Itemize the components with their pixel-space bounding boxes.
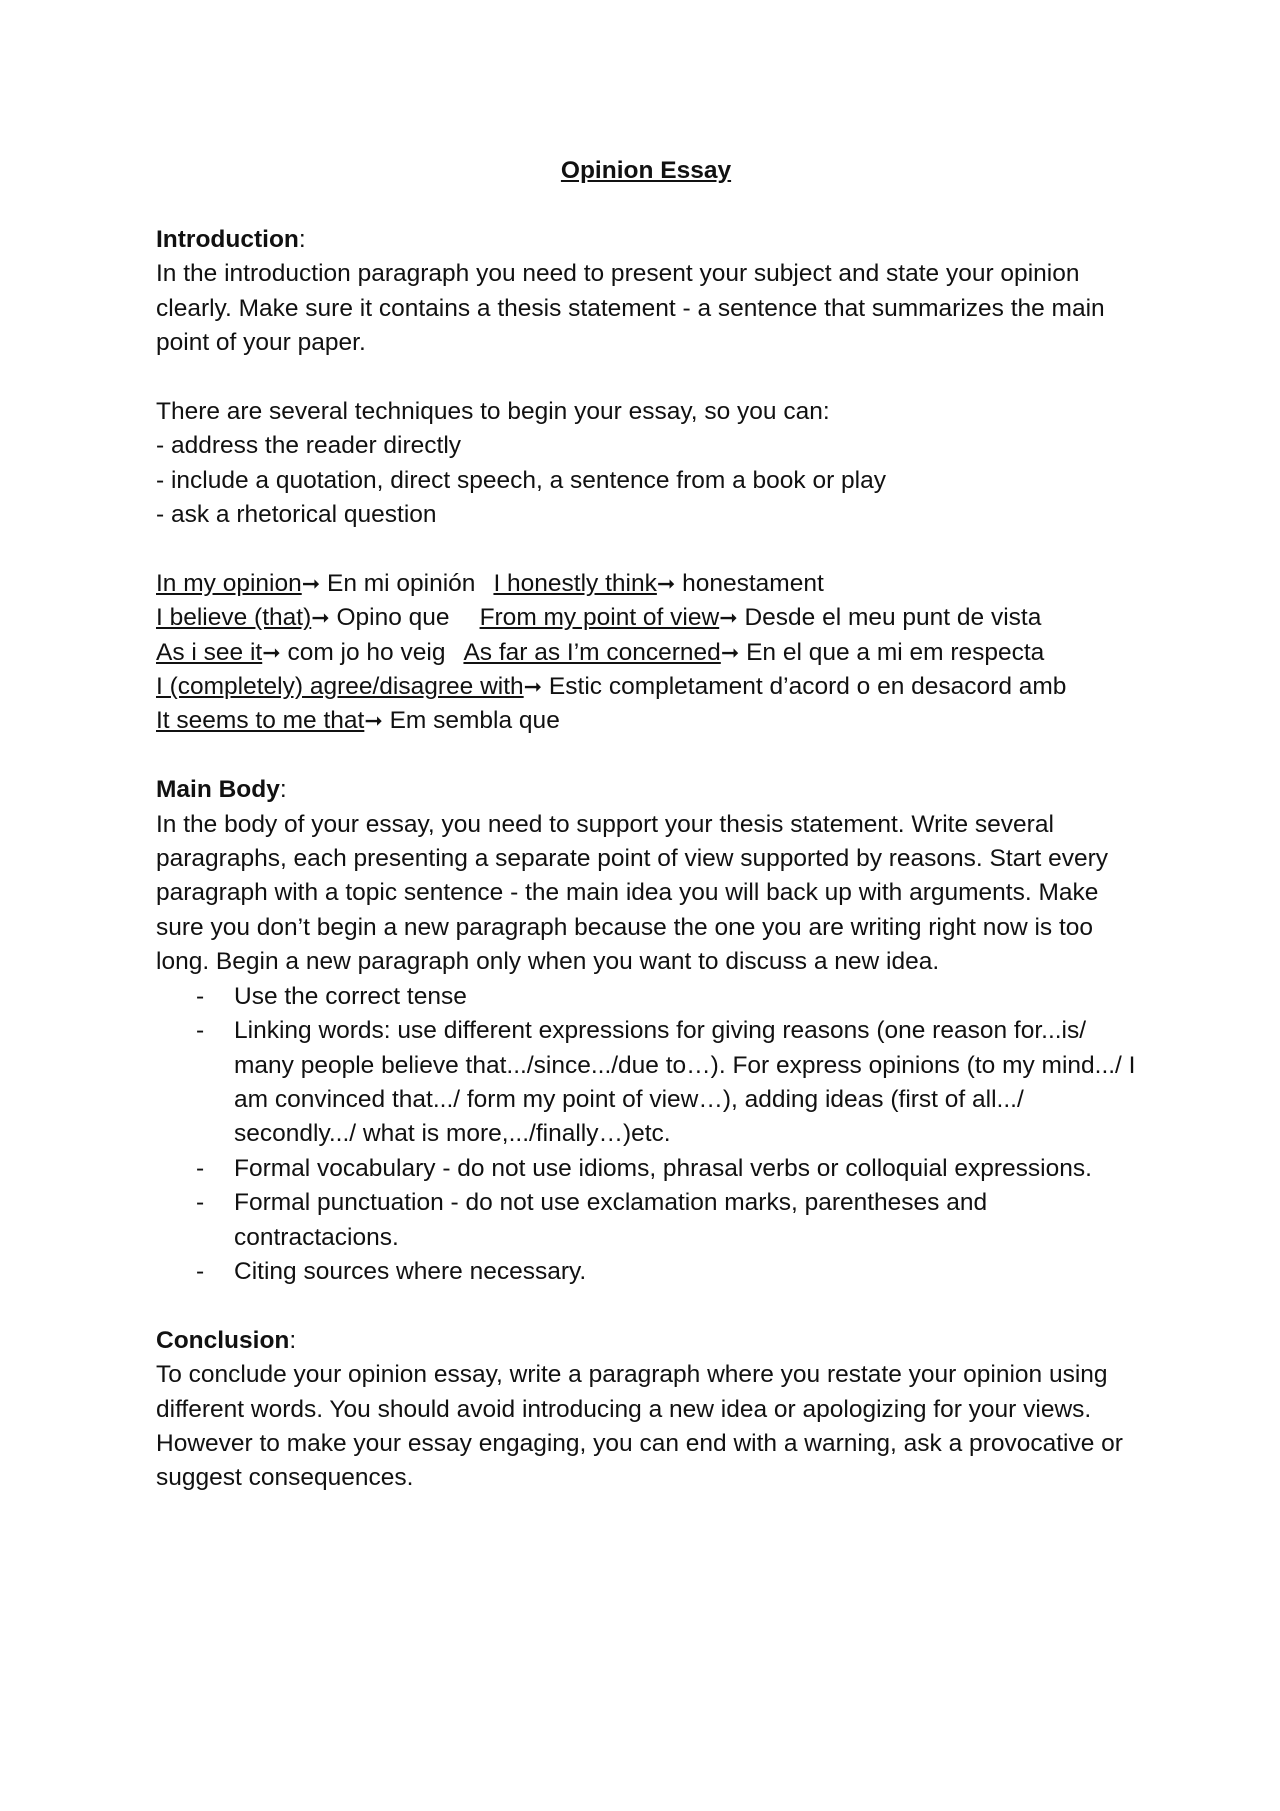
- phrase-translation: Opino que: [336, 604, 450, 632]
- phrase-line: [156, 601, 1136, 635]
- dash-bullet: -: [196, 1154, 205, 1182]
- list-item-text: Use the correct tense: [234, 982, 467, 1010]
- spacer: [156, 360, 1136, 394]
- spacer: [156, 739, 1136, 773]
- phrase-line: [156, 670, 1136, 704]
- conclusion-heading-text: Conclusion: [156, 1326, 290, 1354]
- arrow-icon: ➞: [301, 570, 321, 596]
- phrase-english: I honestly think: [493, 569, 657, 597]
- technique-item: - ask a rhetorical question: [156, 501, 437, 529]
- arrow-icon: ➞: [719, 605, 738, 631]
- phrase-translation: En el que a mi em respecta: [746, 638, 1045, 666]
- page-title: Opinion Essay: [560, 157, 732, 184]
- list-item: [156, 1014, 1136, 1152]
- heading-colon: :: [279, 776, 287, 804]
- phrase-translation: com jo ho veig: [287, 638, 446, 666]
- dash-bullet: -: [196, 1257, 205, 1285]
- main-body-paragraph: In the body of your essay, you need to support your thesis statement. Write several paragraphs, each presenting a separate point of view supported by reasons. Start every paragraph with a topic sentence - the main idea you will back up with arguments. Make sure you don’t begin a new paragraph because the one you are writing right now is too long. Begin a new paragraph only when you want to discuss a new idea.: [156, 810, 1108, 976]
- spacer: [156, 532, 1136, 566]
- technique-item: - include a quotation, direct speech, a sentence from a book or play: [156, 466, 886, 494]
- arrow-icon: ➞: [523, 674, 543, 700]
- conclusion-heading: [156, 1324, 1136, 1358]
- phrase-translation: honestament: [682, 569, 824, 597]
- phrase-line: [156, 567, 1136, 601]
- document-content: [156, 154, 1136, 1496]
- phrase-english: I (completely) agree/disagree with: [156, 673, 524, 701]
- list-item: [156, 980, 1136, 1014]
- conclusion-paragraph: To conclude your opinion essay, write a paragraph where you restate your opinion using different words. You should avoid introducing a new idea or apologizing for your views. However to make your essay engaging, you can end with a warning, ask a provocative or suggest consequences.: [156, 1361, 1123, 1492]
- dash-bullet: -: [196, 1017, 205, 1045]
- phrase-english: In my opinion: [156, 569, 302, 597]
- spacer: [156, 188, 1136, 222]
- phrase-line: [156, 704, 1136, 738]
- spacer: [156, 1289, 1136, 1323]
- phrase-english: As far as I’m concerned: [463, 638, 721, 666]
- phrase-translation: Em sembla que: [389, 707, 560, 735]
- list-item-text: Formal punctuation - do not use exclamation marks, parentheses and contractacions.: [234, 1189, 988, 1251]
- dash-bullet: -: [196, 982, 205, 1010]
- arrow-icon: ➞: [311, 605, 330, 631]
- technique-item: - address the reader directly: [156, 432, 462, 460]
- list-item: [156, 1255, 1136, 1289]
- introduction-paragraph: In the introduction paragraph you need to present your subject and state your opinion clearly. Make sure it contains a thesis statement - a sentence that summarizes the main point of your paper.: [156, 260, 1105, 357]
- list-item-text: Linking words: use different expressions for giving reasons (one reason for...is/ many people believe that.../since.../due to…). For express opinions (to my mind.../ I am convinced that.../ form my point of view…), adding ideas (first of all.../ secondly.../ what is more,.../finally…)etc.: [234, 1017, 1136, 1148]
- arrow-icon: ➞: [364, 708, 383, 734]
- phrase-english: I believe (that): [156, 604, 312, 632]
- main-body-list: [156, 980, 1136, 1290]
- list-item-text: Formal vocabulary - do not use idioms, phrasal verbs or colloquial expressions.: [234, 1154, 1092, 1182]
- list-item: [156, 1186, 1136, 1255]
- dash-bullet: -: [196, 1189, 205, 1217]
- phrase-english: As i see it: [156, 638, 263, 666]
- arrow-icon: ➞: [656, 570, 676, 596]
- arrow-icon: ➞: [262, 639, 281, 665]
- phrase-translation: Desde el meu punt de vista: [744, 604, 1042, 632]
- introduction-heading-text: Introduction: [156, 225, 299, 253]
- list-item-text: Citing sources where necessary.: [234, 1257, 587, 1285]
- list-item: [156, 1152, 1136, 1186]
- phrase-translation: En mi opinión: [326, 569, 476, 597]
- arrow-icon: ➞: [720, 639, 740, 665]
- heading-colon: :: [289, 1326, 297, 1354]
- phrase-translation: Estic completament d’acord o en desacord amb: [548, 673, 1067, 701]
- phrase-line: [156, 636, 1136, 670]
- techniques-intro: There are several techniques to begin your essay, so you can:: [156, 397, 830, 425]
- main-body-heading: [156, 773, 1136, 807]
- heading-colon: :: [298, 225, 306, 253]
- phrase-english: From my point of view: [479, 604, 720, 632]
- introduction-heading: [156, 223, 1136, 257]
- main-body-heading-text: Main Body: [156, 776, 280, 804]
- phrase-english: It seems to me that: [156, 707, 365, 735]
